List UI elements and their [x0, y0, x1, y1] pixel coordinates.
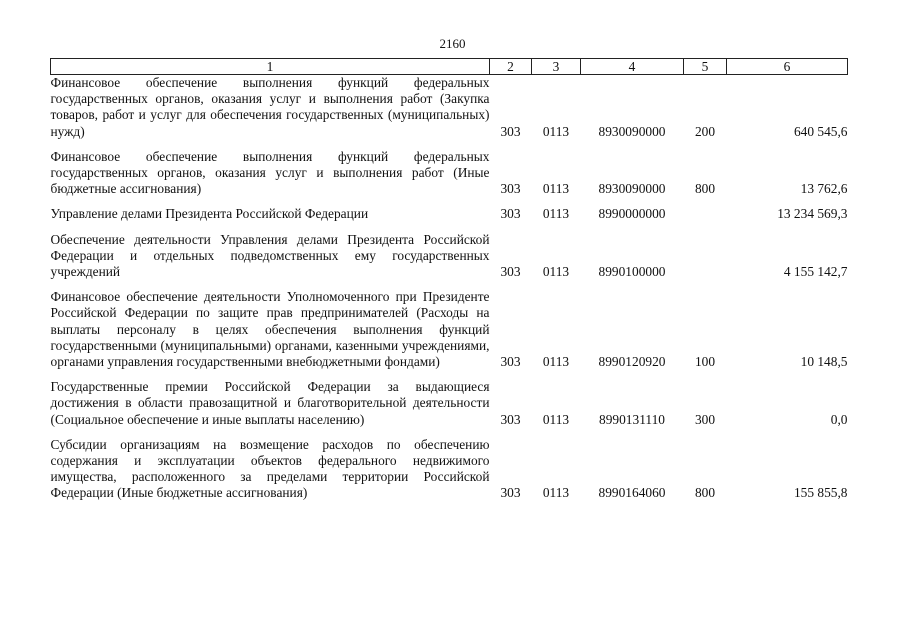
row-amount: 0,0 — [830, 411, 848, 427]
row-col5: 800 — [694, 485, 716, 501]
row-col2: 303 — [500, 123, 521, 139]
row-col5 — [684, 232, 727, 281]
row-col4: 8990120920 — [598, 354, 666, 370]
column-header-4: 4 — [581, 59, 684, 75]
row-col3: 0113 — [542, 485, 570, 501]
row-col3: 0113 — [542, 206, 570, 222]
row-description: Государственные премии Российской Федерации за выдающиеся достижения в области правозащитной и благотворительной деятельности (Социальное обеспечение и иные выплаты населению) — [50, 379, 490, 427]
table-row — [51, 206, 848, 222]
row-amount: 155 855,8 — [793, 485, 848, 501]
row-col4: 8990100000 — [598, 264, 666, 280]
column-header-6: 6 — [727, 59, 848, 75]
row-col3: 0113 — [542, 123, 570, 139]
page-number: 2160 — [439, 36, 466, 51]
row-col4: 8930090000 — [598, 181, 666, 197]
column-header-2: 2 — [490, 59, 532, 75]
table-row — [51, 149, 848, 198]
table-row — [51, 379, 848, 428]
row-description: Управление делами Президента Российской Федерации — [50, 206, 369, 222]
row-col2: 303 — [500, 354, 521, 370]
row-amount: 640 545,6 — [793, 123, 848, 139]
row-col3: 0113 — [542, 181, 570, 197]
row-col3: 0113 — [542, 411, 570, 427]
row-description: Субсидии организациям на возмещение расходов по обеспечению содержания и эксплуатации объектов федерального недвижимого имущества, расположенного за пределами территории Российской Федерации (Иные бюджетные ассигнования) — [50, 436, 490, 501]
column-header-5: 5 — [684, 59, 727, 75]
row-amount: 13 762,6 — [800, 181, 848, 197]
table-row — [51, 289, 848, 370]
row-col5: 800 — [694, 181, 716, 197]
row-col2: 303 — [500, 206, 521, 222]
row-description: Финансовое обеспечение выполнения функций федеральных государственных органов, оказания услуг и выполнения работ (Закупка товаров, работ и услуг для обеспечения государственных (муниципальных) нужд) — [50, 75, 490, 139]
column-header-1: 1 — [51, 59, 490, 75]
row-col4: 8990131110 — [599, 411, 665, 427]
column-header-3: 3 — [532, 59, 581, 75]
budget-table — [50, 58, 848, 502]
row-col2: 303 — [500, 264, 521, 280]
table-header — [51, 59, 848, 75]
row-col4: 8990000000 — [598, 206, 666, 222]
table-row — [51, 232, 848, 281]
row-col3: 0113 — [542, 354, 570, 370]
row-col3: 0113 — [542, 264, 570, 280]
row-col2: 303 — [500, 411, 521, 427]
row-col2: 303 — [500, 485, 521, 501]
row-description: Финансовое обеспечение выполнения функций федеральных государственных органов, оказания услуг и выполнения работ (Иные бюджетные ассигнования) — [50, 148, 490, 197]
table-row — [51, 437, 848, 502]
row-description: Финансовое обеспечение деятельности Уполномоченного при Президенте Российской Федерации по защите прав предпринимателей (Расходы на выплаты персоналу в целях обеспечения выполнения функций государственными (муниципальными) органами, казенными учреждениями, органами управления государственными внебюджетными фондами) — [50, 289, 490, 370]
row-col5: 300 — [694, 411, 716, 427]
row-col5: 100 — [694, 354, 716, 370]
row-amount: 13 234 569,3 — [777, 206, 848, 222]
table-row — [51, 75, 848, 140]
row-description: Обеспечение деятельности Управления делами Президента Российской Федерации и отдельных подведомственных ему государственных учреждений — [50, 231, 490, 280]
row-col5 — [684, 206, 727, 222]
row-col5: 200 — [694, 123, 716, 139]
row-col4: 8990164060 — [598, 485, 666, 501]
row-col4: 8930090000 — [598, 123, 666, 139]
row-amount: 4 155 142,7 — [783, 264, 848, 280]
row-col2: 303 — [500, 181, 521, 197]
row-amount: 10 148,5 — [800, 354, 848, 370]
